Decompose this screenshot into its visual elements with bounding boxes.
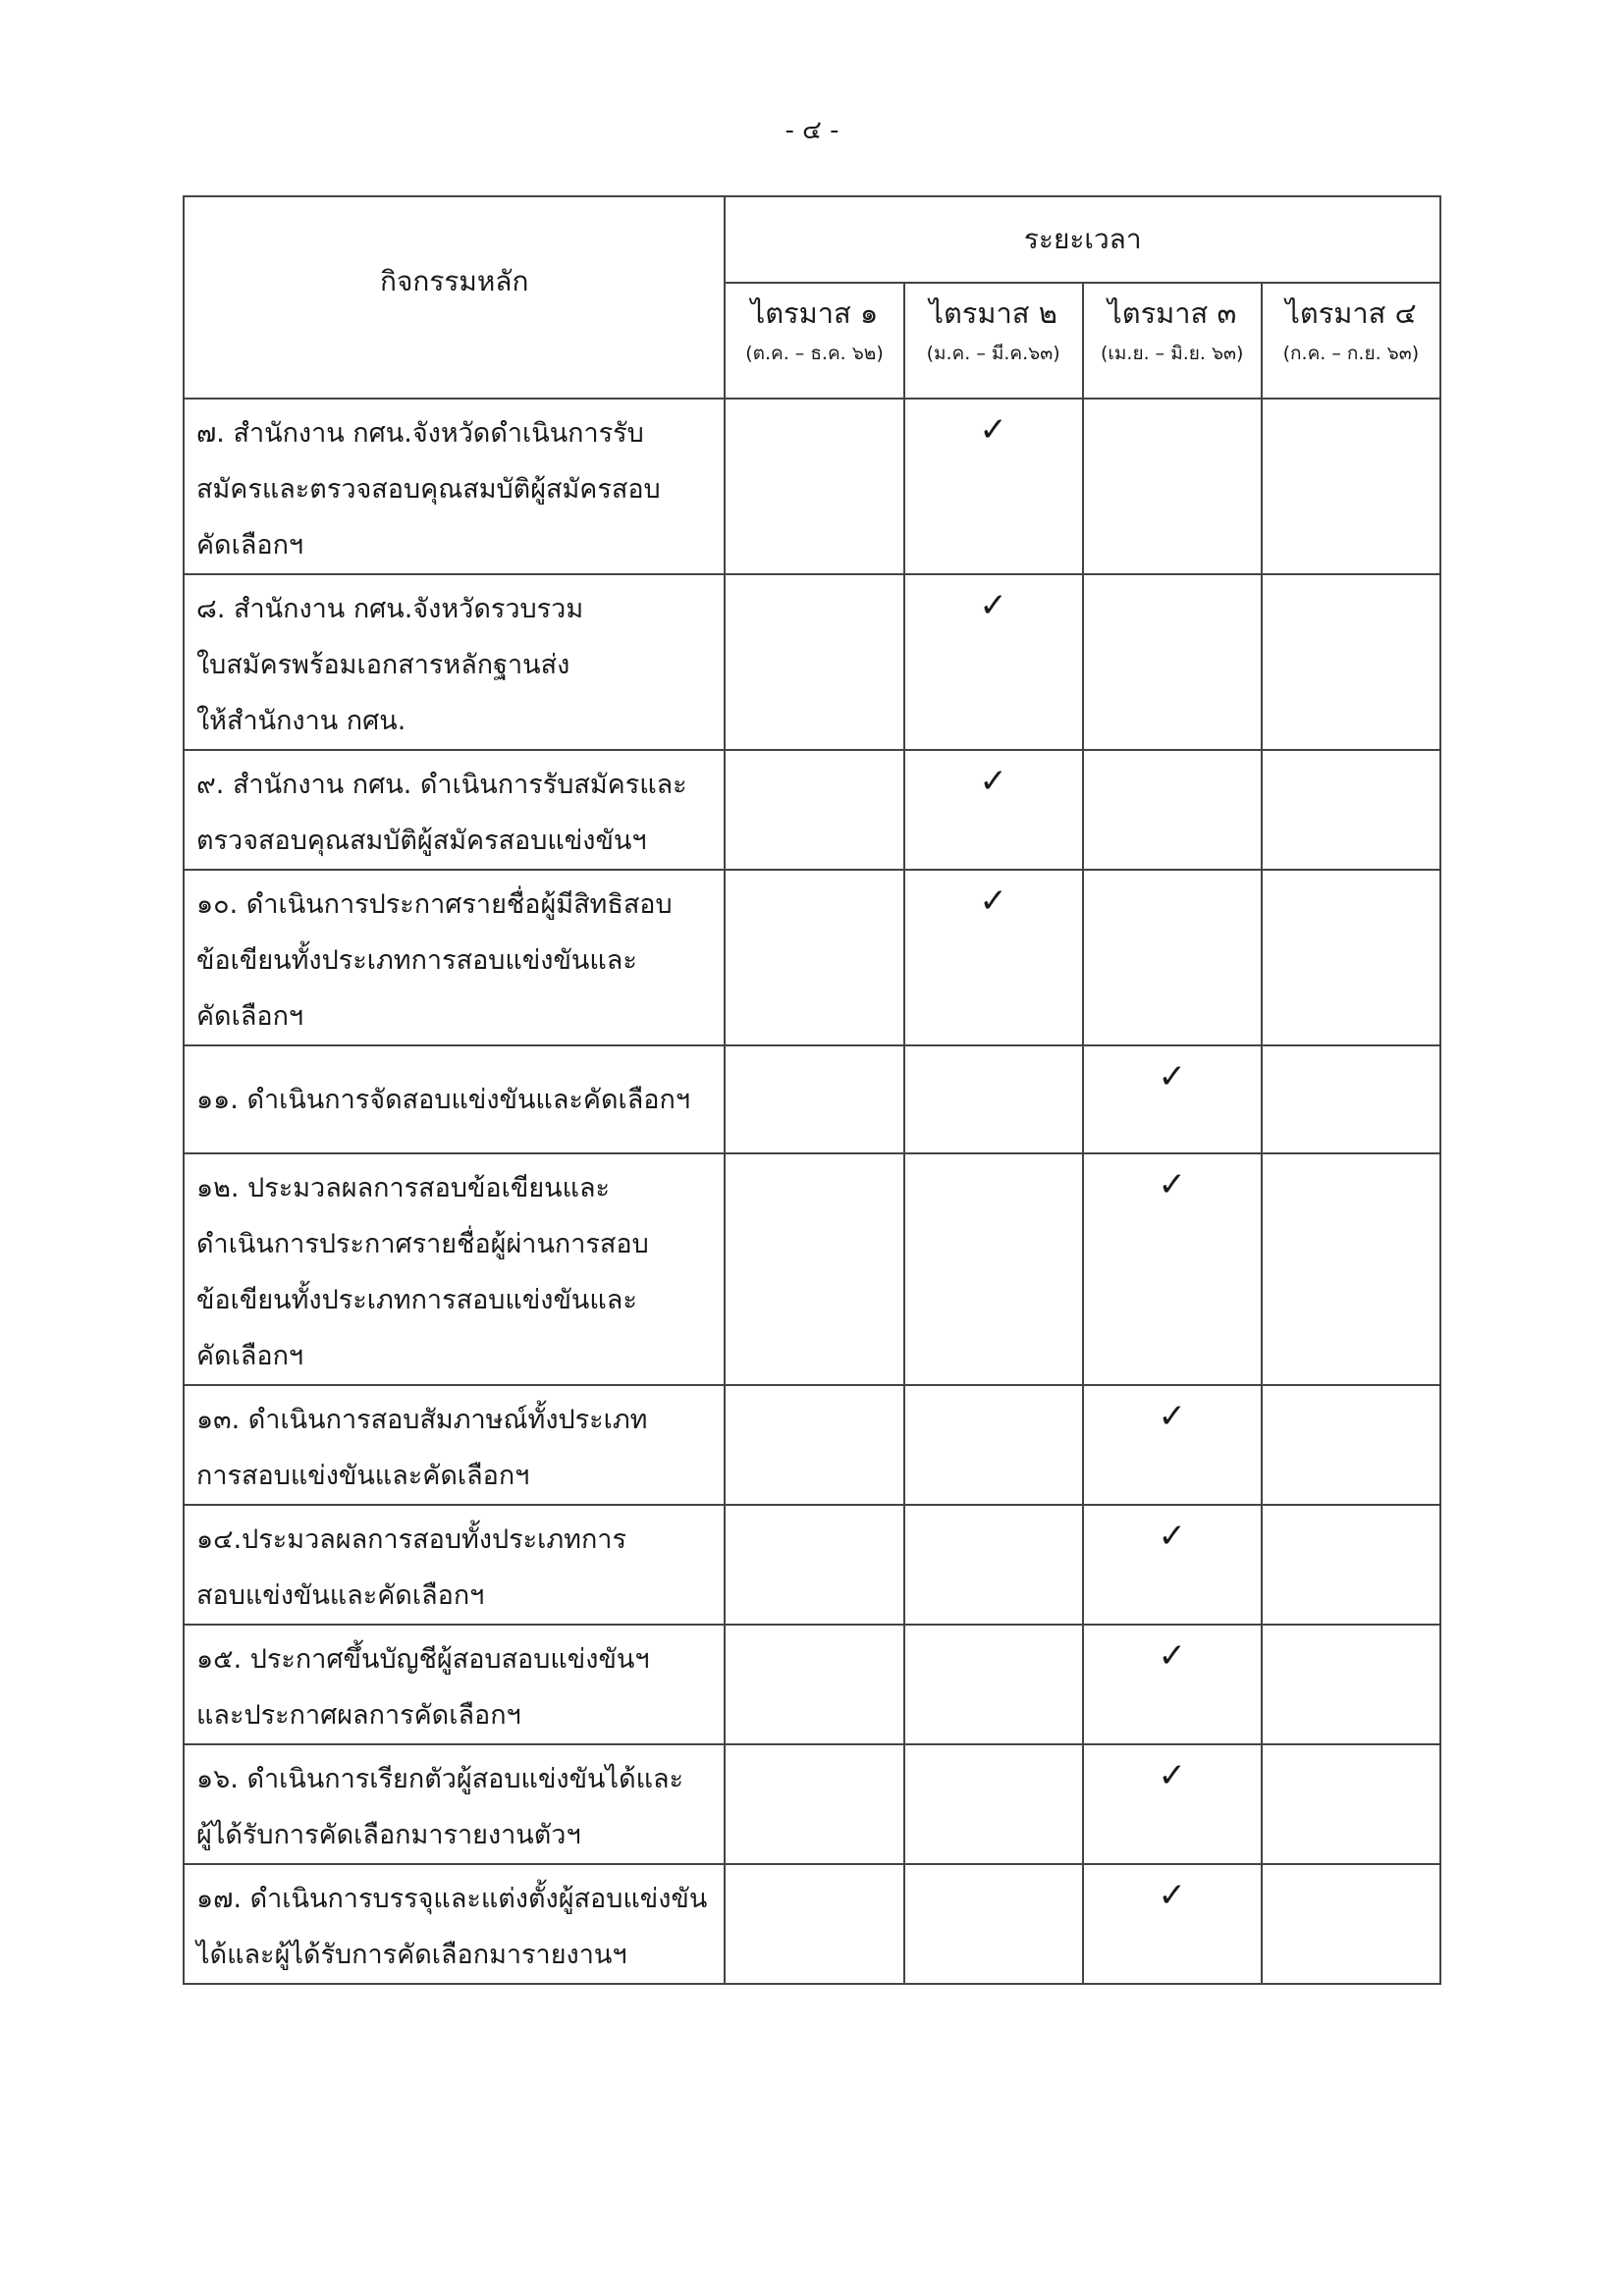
activity-line: ๑๕. ประกาศขึ้นบัญชีผู้สอบสอบแข่งขันฯ	[196, 1644, 650, 1675]
check-icon: ✓	[979, 762, 1007, 801]
quarter-2-cell	[904, 1505, 1083, 1625]
quarter-3-cell	[1083, 574, 1262, 750]
table-row	[184, 1385, 1440, 1505]
quarter-3-cell	[1083, 1744, 1262, 1864]
activity-cell	[184, 1385, 725, 1505]
quarter-4-cell	[1262, 1625, 1440, 1744]
quarter-1-cell	[725, 750, 903, 870]
quarter-3-cell	[1083, 399, 1262, 574]
activity-line: สอบแข่งขันและคัดเลือกฯ	[196, 1580, 485, 1611]
schedule-body	[184, 399, 1440, 1984]
activity-line: ๑๗. ดำเนินการบรรจุและแต่งตั้งผู้สอบแข่งขัน	[196, 1884, 708, 1914]
header-quarter-1	[725, 283, 903, 399]
activity-cell	[184, 1625, 725, 1744]
activity-line: ข้อเขียนทั้งประเภทการสอบแข่งขันและ	[196, 945, 637, 976]
check-icon: ✓	[1158, 1057, 1186, 1096]
activity-line: ๑๖. ดำเนินการเรียกตัวผู้สอบแข่งขันได้และ	[196, 1764, 684, 1794]
activity-cell	[184, 750, 725, 870]
quarter-4-cell	[1262, 1505, 1440, 1625]
activity-cell	[184, 1153, 725, 1385]
activity-line: คัดเลือกฯ	[196, 1341, 304, 1371]
activity-line: ๑๓. ดำเนินการสอบสัมภาษณ์ทั้งประเภท	[196, 1405, 648, 1435]
quarter-4-cell	[1262, 1744, 1440, 1864]
table-row	[184, 750, 1440, 870]
quarter-1-cell	[725, 1505, 903, 1625]
quarter-range: (ก.ค. – ก.ย. ๖๓)	[1282, 343, 1420, 364]
quarter-1-cell	[725, 870, 903, 1045]
quarter-2-cell	[904, 1385, 1083, 1505]
table-row	[184, 1744, 1440, 1864]
header-period: ระยะเวลา	[725, 196, 1440, 283]
activity-line: ๑๔.ประมวลผลการสอบทั้งประเภทการ	[196, 1524, 626, 1555]
check-icon: ✓	[1158, 1636, 1186, 1676]
check-icon: ✓	[979, 410, 1007, 450]
quarter-name: ไตรมาส ๓	[1108, 296, 1237, 330]
quarter-3-cell	[1083, 870, 1262, 1045]
quarter-range: (ต.ค. – ธ.ค. ๖๒)	[745, 343, 884, 364]
activity-line: ให้สำนักงาน กศน.	[196, 706, 406, 736]
quarter-2-cell	[904, 750, 1083, 870]
activity-cell	[184, 1045, 725, 1153]
quarter-2-cell	[904, 399, 1083, 574]
quarter-2-cell	[904, 574, 1083, 750]
quarter-1-cell	[725, 574, 903, 750]
quarter-name: ไตรมาส ๔	[1285, 296, 1417, 330]
quarter-4-cell	[1262, 1153, 1440, 1385]
activity-line: ๙. สำนักงาน กศน. ดำเนินการรับสมัครและ	[196, 770, 687, 800]
activity-line: ผู้ได้รับการคัดเลือกมารายงานตัวฯ	[196, 1820, 581, 1850]
activity-line: คัดเลือกฯ	[196, 1001, 304, 1032]
check-icon: ✓	[1158, 1756, 1186, 1795]
quarter-3-cell	[1083, 1153, 1262, 1385]
quarter-1-cell	[725, 1045, 903, 1153]
quarter-2-cell	[904, 1864, 1083, 1984]
quarter-name: ไตรมาส ๑	[750, 296, 879, 330]
activity-cell	[184, 399, 725, 574]
activity-line: คัดเลือกฯ	[196, 530, 304, 561]
quarter-3-cell	[1083, 1045, 1262, 1153]
quarter-1-cell	[725, 1625, 903, 1744]
page-number: - ๔ -	[785, 116, 839, 145]
activity-cell	[184, 870, 725, 1045]
quarter-4-cell	[1262, 750, 1440, 870]
header-quarter-2	[904, 283, 1083, 399]
table-row	[184, 1625, 1440, 1744]
quarter-4-cell	[1262, 1385, 1440, 1505]
quarter-4-cell	[1262, 1045, 1440, 1153]
table-row	[184, 1153, 1440, 1385]
activity-line: ๑๑. ดำเนินการจัดสอบแข่งขันและคัดเลือกฯ	[196, 1084, 690, 1115]
quarter-3-cell	[1083, 1385, 1262, 1505]
check-icon: ✓	[979, 881, 1007, 921]
activity-line: การสอบแข่งขันและคัดเลือกฯ	[196, 1461, 530, 1491]
table-row	[184, 399, 1440, 574]
quarter-3-cell	[1083, 750, 1262, 870]
activity-line: ๘. สำนักงาน กศน.จังหวัดรวบรวม	[196, 594, 584, 624]
activity-line: ๗. สำนักงาน กศน.จังหวัดดำเนินการรับ	[196, 418, 644, 449]
activity-cell	[184, 1505, 725, 1625]
table-row	[184, 870, 1440, 1045]
quarter-1-cell	[725, 1864, 903, 1984]
schedule-table	[183, 195, 1441, 1985]
quarter-3-cell	[1083, 1625, 1262, 1744]
check-icon: ✓	[979, 586, 1007, 625]
quarter-2-cell	[904, 1744, 1083, 1864]
quarter-1-cell	[725, 399, 903, 574]
quarter-2-cell	[904, 870, 1083, 1045]
activity-line: และประกาศผลการคัดเลือกฯ	[196, 1700, 521, 1731]
quarter-1-cell	[725, 1385, 903, 1505]
quarter-range: (ม.ค. – มี.ค.๖๓)	[926, 343, 1060, 364]
quarter-3-cell	[1083, 1505, 1262, 1625]
quarter-4-cell	[1262, 399, 1440, 574]
check-icon: ✓	[1158, 1165, 1186, 1204]
activity-line: ๑๒. ประมวลผลการสอบข้อเขียนและ	[196, 1173, 611, 1203]
quarter-1-cell	[725, 1153, 903, 1385]
activity-line: สมัครและตรวจสอบคุณสมบัติผู้สมัครสอบ	[196, 474, 661, 505]
header-quarter-4	[1262, 283, 1440, 399]
check-icon: ✓	[1158, 1397, 1186, 1436]
quarter-1-cell	[725, 1744, 903, 1864]
quarter-4-cell	[1262, 574, 1440, 750]
quarter-range: (เม.ย. – มิ.ย. ๖๓)	[1101, 343, 1244, 364]
quarter-4-cell	[1262, 1864, 1440, 1984]
activity-line: ได้และผู้ได้รับการคัดเลือกมารายงานฯ	[196, 1940, 627, 1970]
activity-line: ใบสมัครพร้อมเอกสารหลักฐานส่ง	[196, 650, 570, 680]
quarter-2-cell	[904, 1625, 1083, 1744]
activity-line: ดำเนินการประกาศรายชื่อผู้ผ่านการสอบ	[196, 1229, 649, 1259]
table-row	[184, 1864, 1440, 1984]
table-row	[184, 1505, 1440, 1625]
activity-cell	[184, 574, 725, 750]
activity-line: ข้อเขียนทั้งประเภทการสอบแข่งขันและ	[196, 1285, 637, 1315]
quarter-2-cell	[904, 1045, 1083, 1153]
activity-line: ตรวจสอบคุณสมบัติผู้สมัครสอบแข่งขันฯ	[196, 826, 647, 856]
header-activity: กิจกรรมหลัก	[184, 196, 725, 399]
quarter-3-cell	[1083, 1864, 1262, 1984]
activity-cell	[184, 1744, 725, 1864]
check-icon: ✓	[1158, 1876, 1186, 1915]
header-quarter-3	[1083, 283, 1262, 399]
check-icon: ✓	[1158, 1517, 1186, 1556]
quarter-2-cell	[904, 1153, 1083, 1385]
quarter-4-cell	[1262, 870, 1440, 1045]
quarter-name: ไตรมาส ๒	[929, 296, 1057, 330]
activity-line: ๑๐. ดำเนินการประกาศรายชื่อผู้มีสิทธิสอบ	[196, 889, 673, 920]
table-row	[184, 574, 1440, 750]
table-row	[184, 1045, 1440, 1153]
activity-cell	[184, 1864, 725, 1984]
